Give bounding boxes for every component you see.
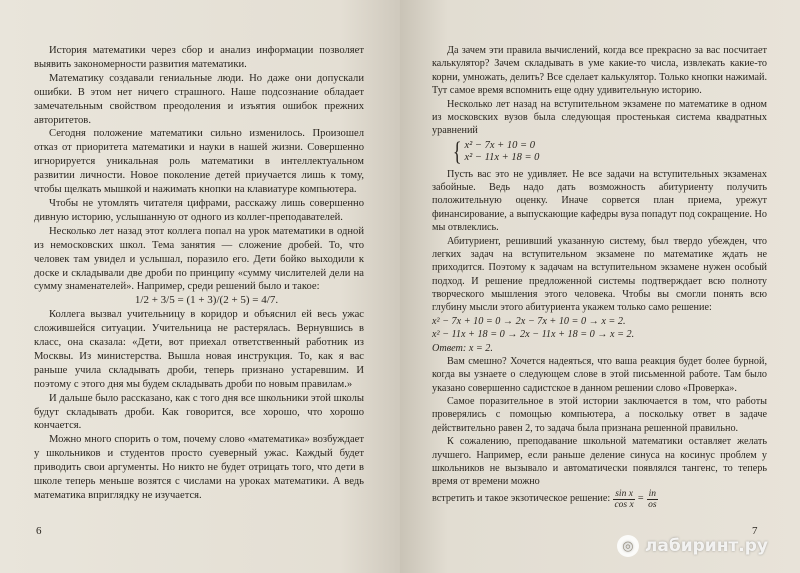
solution-line: x² − 7x + 10 = 0 → 2x − 7x + 10 = 0 → x = 2. (432, 315, 626, 327)
page-number: 6 (36, 525, 42, 537)
paragraph: Можно много спорить о том, почему слово «математика» возбуждает у школьников и студентов просто суеверный ужас. Каждый будет приводить свои аргументы. Но никто не будет отрицать того, что дети в школе теперь меньше возятся с числами на уроках математики. А ведь математика вприглядку не изучается. (34, 434, 364, 501)
page-number: 7 (752, 525, 758, 537)
solution-line: x² − 11x + 18 = 0 → 2x − 11x + 18 = 0 → x = 2. (432, 329, 635, 341)
paragraph: Несколько лет назад на вступительном экзамене по математике в одном из московских вузов была следующая простенькая система квадратных уравнений (432, 98, 767, 137)
right-page (400, 0, 800, 573)
solution-answer: Ответ: x = 2. (432, 342, 493, 354)
paragraph: Сегодня положение математики сильно изменилось. Произошел отказ от приоритета математики и науки в нашей жизни. Совершенно игнорируется уникальная роль математики в интеллектуальном развитии личности. Новое поколение детей приучается лишь к тому, чтобы щелкать мышкой и нажимать кнопки на клавиатуре компьютера. (34, 128, 364, 196)
labyrinth-logo-icon: ◎ (617, 535, 639, 557)
right-page-text (432, 44, 767, 510)
watermark (617, 535, 768, 557)
paragraph: История математики через сбор и анализ информации позволяет выявить закономерности развития математики. (34, 45, 364, 70)
paragraph: Самое поразительное в этой истории заключается в том, что работы проверялись с помощью компьютера, а поскольку ответ в задаче действительно равен 2, то задача была признана решенной правильно. (432, 396, 767, 434)
paragraph: Математику создавали гениальные люди. Но даже они допускали ошибки. В этом нет ничего страшного. Наше подсознание обладает замечательным свойством преодоления и изъятия ошибок прежних авторитетов. (34, 72, 364, 126)
fraction-formula: 1/2 + 3/5 = (1 + 3)/(2 + 5) = 4/7. (134, 294, 279, 307)
fraction: $\frac{\text{sin x}}{\text{cos x}}$ (614, 488, 634, 510)
paragraph: Да зачем эти правила вычислений, когда все прекрасно за вас посчитает калькулятор? Зачем складывать в уме какие-то числа, извлекать какие-то корни, умножать, делить? Все сделает калькулятор. Только кнопки нажимай. Тут самое время вспомнить еще одну удивительную историю. (432, 45, 767, 97)
paragraph: Несколько лет назад этот коллега попал на урок математики в одной из немосковских школ. Тема занятия — сложение дробей. То, что человек там увидел и услышал, поразило его. Дети бойко выходили к доске и складывали две дроби по принципу «сумму числителей дели на сумму знаменателей». Например, среди решений было и такое: (34, 225, 364, 293)
paragraph: Коллега вызвал учительницу в коридор и объяснил ей весь ужас сложившейся ситуации. Учительница не растерялась. Вернувшись в класс, она сказала: «Дети, вот приехал ответственный работник из Москвы. Из министерства. Вышла новая инструкция. То, как я вас раньше учила складывать дроби, теперь признано устаревшим. И поэтому с этого дня мы будем складывать дроби по новым правилам.» (34, 309, 364, 390)
paragraph: Пусть вас это не удивляет. Не все задачи на вступительных экзаменах забойные. Ведь надо дать возможность абитуриенту получить положительную оценку. Иначе сорвется план приема, урежут финансирование, а выпускающие кафедры вуза попадут под сокращение. Но мы отвлеклись. (432, 168, 767, 234)
paragraph: Абитуриент, решивший указанную систему, был твердо убежден, что легких задач на вступительном экзамене по математике ждать не приходится. Поэтому к задачам на вступительном экзамене нужен особый подход. И решение предложенной системы подтверждает всю полноту творческого мышления этого человека. Чтобы вы смогли понять всю глубину мысли этого абитуриента укажем только само решение: (432, 235, 767, 314)
left-page-text (34, 44, 364, 503)
brace-icon: { (452, 136, 462, 166)
system-equation: x² − 7x + 10 = 0 (464, 139, 535, 151)
watermark-text: лабиринт.ру (644, 536, 768, 556)
equation-system (447, 136, 767, 166)
exotic-text: встретить и такое экзотическое решение: (432, 493, 611, 505)
fraction: $\frac{in}{os}$ (648, 488, 657, 510)
paragraph: Вам смешно? Хочется надеяться, что ваша реакция будет более бурной, когда вы узнаете о следующем слове в этой письменной работе. Там было указано совершенно садистское в данном решении слово «Проверка». (432, 355, 767, 394)
paragraph: И дальше было рассказано, как с того дня все школьники этой школы будут складывать дроби. Как говорится, все хорошо, что хорошо кончается. (34, 392, 364, 432)
system-block (451, 136, 540, 166)
paragraph: К сожалению, преподавание школьной математики оставляет желать лучшего. Например, если раньше деление синуса на косинус проблем у школьников не вызывало и автоматически появлялся тангенс, то теперь время от времени можно (432, 436, 767, 488)
exotic-solution-line: встретить и такое экзотическое решение: $\frac{\text{sin x}}{\text{cos x}}$ = $\frac{in}{os}$ (432, 488, 657, 510)
system-equation: x² − 11x + 18 = 0 (464, 151, 540, 163)
paragraph: Чтобы не утомлять читателя цифрами, расскажу лишь совершенно дивную историю, услышанную от одного из коллег-преподавателей. (34, 197, 364, 223)
